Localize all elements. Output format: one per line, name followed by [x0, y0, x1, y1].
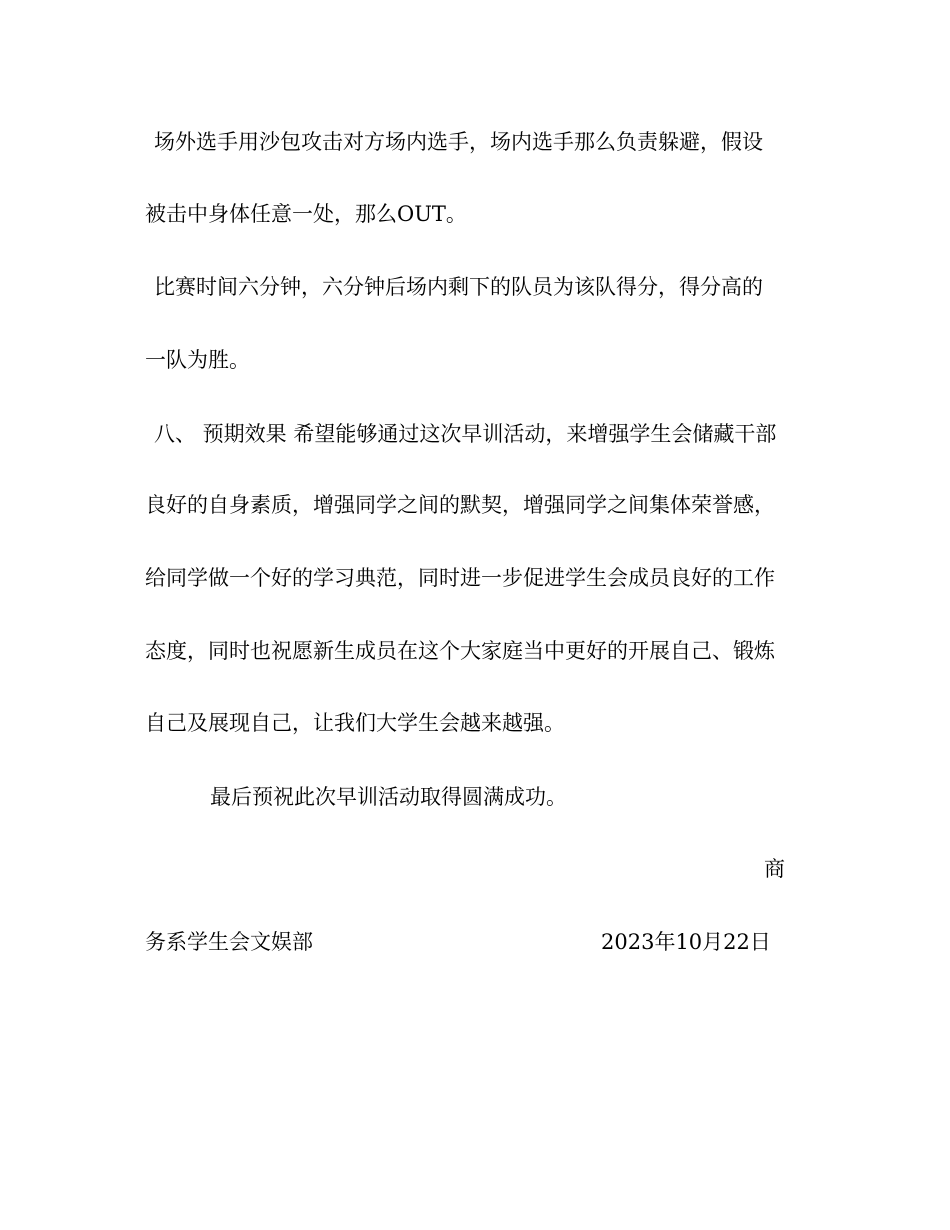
rule-paragraph-line: 被击中身体任意一处，那么OUT。	[145, 202, 467, 226]
signature-department-start: 商	[764, 857, 785, 881]
rule-paragraph-line: 场外选手用沙包攻击对方场内选手，场内选手那么负责躲避，假设	[154, 130, 763, 154]
scoring-paragraph-line: 比赛时间六分钟，六分钟后场内剩下的队员为该队得分，得分高的	[154, 275, 763, 299]
expected-effect-line: 八、 预期效果 希望能够通过这次早训活动，来增强学生会储藏干部	[154, 422, 777, 446]
closing-wish-line: 最后预祝此次早训活动取得圆满成功。	[210, 785, 567, 809]
signature-date: 2023年10月22日	[601, 930, 771, 954]
expected-effect-line: 良好的自身素质，增强同学之间的默契，增强同学之间集体荣誉感，	[145, 493, 775, 517]
scoring-paragraph-line: 一队为胜。	[145, 348, 250, 372]
expected-effect-line: 态度，同时也祝愿新生成员在这个大家庭当中更好的开展自己、锻炼	[145, 639, 775, 663]
expected-effect-line: 给同学做一个好的学习典范，同时进一步促进学生会成员良好的工作	[145, 566, 775, 590]
signature-department: 务系学生会文娱部	[145, 930, 313, 954]
expected-effect-line: 自己及展现自己，让我们大学生会越来越强。	[145, 711, 565, 735]
